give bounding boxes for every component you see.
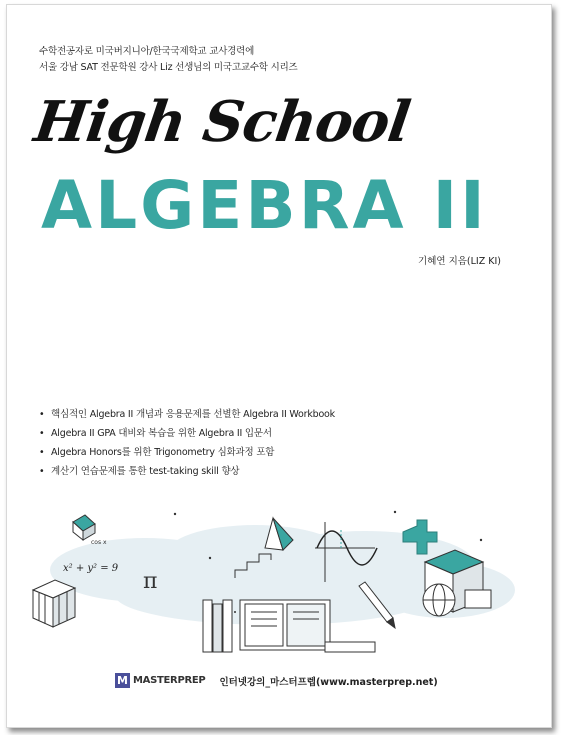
- feature-item: • Algebra II GPA 대비와 복습을 위한 Algebra II 입문서: [39, 424, 335, 443]
- tagline-line-2: 서울 강남 SAT 전문학원 강사 Liz 선생님의 미국고교수학 시리즈: [39, 62, 298, 73]
- closed-book-icon: [325, 642, 375, 652]
- feature-item: • 계산기 연습문제를 통한 test-taking skill 향상: [39, 462, 335, 481]
- book-stack-icon: [203, 600, 232, 652]
- circle-formula: x² + y² = 9: [63, 563, 119, 574]
- brand-name: MASTERPREP: [133, 675, 206, 686]
- main-title: ALGEBRA II: [41, 167, 488, 244]
- footer-text: 인터넷강의_마스터프렙(www.masterprep.net): [219, 676, 438, 688]
- feature-list: [39, 405, 335, 481]
- open-book-icon: [240, 600, 330, 650]
- script-title: High School: [30, 89, 414, 155]
- book-cover: [6, 4, 552, 728]
- globe-box-icon: [423, 550, 491, 616]
- feature-item: • 핵심적인 Algebra II 개념과 응용문제를 선별한 Algebra II Workbook: [39, 405, 335, 424]
- pi-symbol: π: [143, 569, 158, 594]
- publisher-footer: [115, 673, 438, 688]
- tagline-line-1: 수학전공자로 미국버지니아/한국국제학교 교사경력에: [39, 46, 255, 57]
- math-illustration: [25, 500, 535, 660]
- cube-icon: [33, 580, 75, 627]
- cos-label: cos x: [91, 539, 107, 546]
- tilted-cube-icon: [73, 515, 95, 540]
- masterprep-logo: M: [115, 673, 130, 688]
- author-credit: 기혜연 지음(LIZ KI): [418, 256, 501, 267]
- feature-item: • Algebra Honors를 위한 Trigonometry 심화과정 포함: [39, 443, 335, 462]
